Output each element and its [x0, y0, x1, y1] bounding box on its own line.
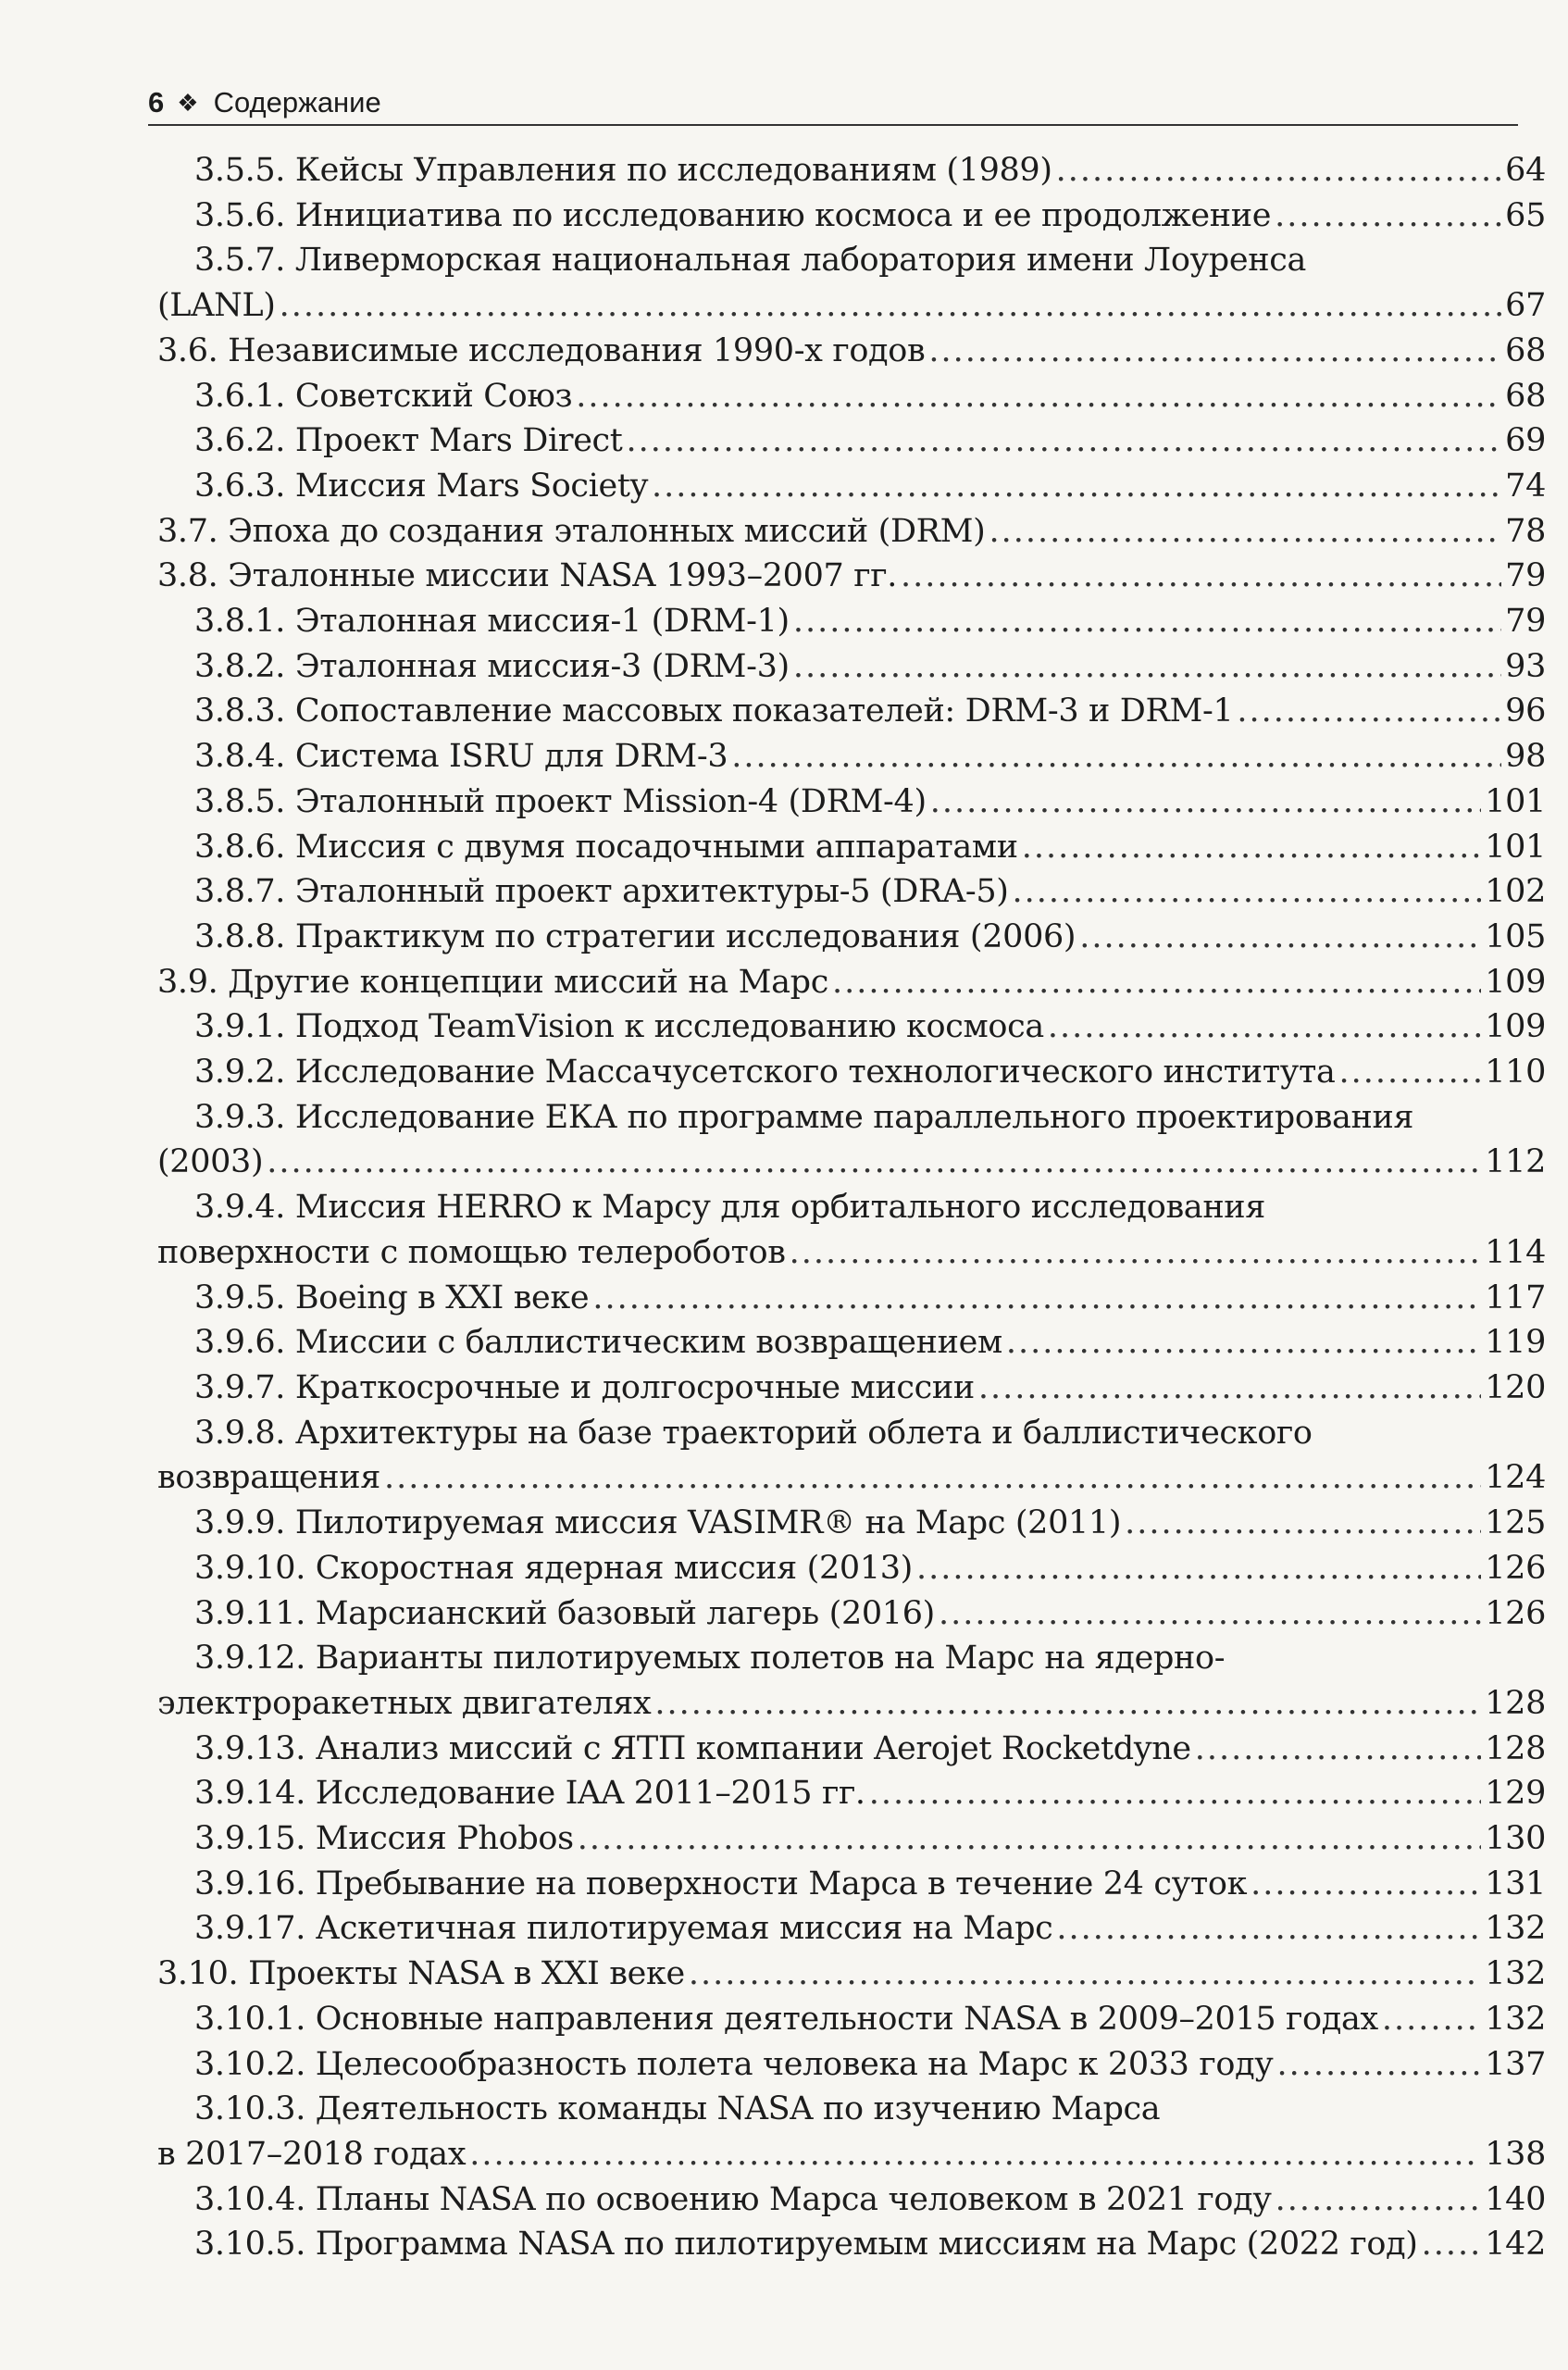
toc-entry-title: 3.10.3. Деятельность команды NASA по изучению Марса	[194, 2090, 1161, 2128]
toc-entry	[148, 238, 1546, 328]
toc-entry-page: 79	[1505, 603, 1546, 641]
toc-entry-page: 114	[1485, 1233, 1546, 1271]
toc-entry-title: 3.9. Другие концепции миссий на Марс	[157, 963, 828, 1001]
dot-leader	[901, 554, 1501, 599]
dot-leader	[654, 1681, 1481, 1727]
dot-leader	[1056, 148, 1502, 193]
toc-entry	[148, 1862, 1546, 1907]
toc-entry	[148, 1095, 1546, 1185]
toc-entry-page: 68	[1505, 331, 1546, 369]
toc-entry-page: 109	[1485, 1008, 1546, 1046]
dot-leader	[731, 734, 1501, 780]
dot-leader	[1125, 1501, 1481, 1546]
toc-entry-page: 132	[1485, 1955, 1546, 1993]
toc-entry	[148, 1636, 1546, 1726]
toc-entry-page: 101	[1485, 828, 1546, 866]
toc-entry-continuation: (2003)	[157, 1143, 264, 1181]
dot-leader	[652, 464, 1501, 509]
toc-entry	[148, 1997, 1546, 2042]
toc-entry	[148, 193, 1546, 239]
toc-entry-title: 3.10.4. Планы NASA по освоению Марса человеком в 2021 году	[194, 2180, 1272, 2218]
toc-entry-title: 3.8.8. Практикум по стратегии исследования (2006)	[194, 917, 1076, 955]
toc-entry-title: 3.8.4. Система ISRU для DRM-3	[194, 738, 728, 776]
toc-entry	[148, 1185, 1546, 1275]
toc-entry	[148, 915, 1546, 960]
toc-entry-title: 3.9.5. Boeing в XXI веке	[194, 1279, 590, 1316]
toc-entry-title: 3.7. Эпоха до создания эталонных миссий (DRM)	[157, 512, 986, 550]
dot-leader	[384, 1455, 1481, 1501]
toc-entry-page: 102	[1485, 873, 1546, 911]
toc-entry-page: 124	[1485, 1459, 1546, 1497]
toc-entry-title: 3.9.16. Пребывание на поверхности Марса в течение 24 суток	[194, 1865, 1248, 1902]
toc-entry-title: 3.5.6. Инициатива по исследованию космоса и ее продолжение	[194, 196, 1272, 234]
toc-entry-title: 3.9.10. Скоростная ядерная миссия (2013)	[194, 1549, 913, 1587]
toc-entry	[148, 1320, 1546, 1366]
toc-entry-title: 3.9.4. Миссия HERRO к Марсу для орбитального исследования	[194, 1189, 1266, 1227]
page-header	[148, 81, 1518, 126]
page-number: 6	[148, 86, 165, 118]
toc-entry-page: 128	[1485, 1729, 1546, 1767]
toc-entry-page: 126	[1485, 1549, 1546, 1587]
dot-leader	[1237, 689, 1501, 734]
toc-entry	[148, 780, 1546, 825]
toc-entry-title: 3.8. Эталонные миссии NASA 1993–2007 гг.	[157, 557, 897, 595]
toc-entry-title: 3.6.3. Миссия Mars Society	[194, 467, 649, 505]
toc-entry-page: 131	[1485, 1865, 1546, 1902]
toc-entry-title: 3.9.1. Подход TeamVision к исследованию космоса	[194, 1008, 1044, 1046]
toc-entry-page: 140	[1485, 2180, 1546, 2218]
toc-entry	[148, 329, 1546, 374]
toc-entry	[148, 2087, 1546, 2177]
dot-leader	[592, 1276, 1481, 1321]
dot-leader	[627, 418, 1502, 464]
toc-entry-title: 3.8.1. Эталонная миссия-1 (DRM-1)	[194, 603, 790, 641]
toc-entry-title: 3.10.5. Программа NASA по пилотируемым миссиям на Марс (2022 год)	[194, 2226, 1418, 2264]
dot-leader	[989, 509, 1501, 555]
dot-leader	[1276, 2177, 1482, 2223]
toc-entry	[148, 1366, 1546, 1411]
toc-entry-page: 68	[1505, 377, 1546, 415]
toc-entry-page: 98	[1505, 738, 1546, 776]
dot-leader	[1277, 2042, 1482, 2088]
toc-entry	[148, 1546, 1546, 1591]
dot-leader	[793, 599, 1501, 644]
dot-leader	[576, 374, 1501, 419]
toc-entry-page: 67	[1505, 287, 1546, 325]
toc-entry-continuation: электроракетных двигателях	[157, 1684, 652, 1722]
toc-entry	[148, 734, 1546, 780]
toc-entry-page: 64	[1505, 152, 1546, 189]
toc-entry	[148, 554, 1546, 599]
toc-entry-title: 3.6.2. Проект Mars Direct	[194, 422, 623, 460]
dot-leader	[267, 1140, 1481, 1185]
toc-entry	[148, 689, 1546, 734]
dot-leader	[930, 780, 1481, 825]
dot-leader	[280, 283, 1502, 329]
dot-leader	[1006, 1320, 1481, 1366]
dot-leader	[469, 2132, 1481, 2177]
toc-entry-page: 112	[1485, 1143, 1546, 1181]
dot-leader	[832, 960, 1481, 1005]
toc-entry	[148, 418, 1546, 464]
toc-entry-page: 128	[1485, 1684, 1546, 1722]
toc-entry-title: 3.8.3. Сопоставление массовых показателей: DRM-3 и DRM-1	[194, 692, 1234, 730]
toc-entry-title: 3.10.2. Целесообразность полета человека на Марс к 2033 году	[194, 2045, 1274, 2083]
toc-entry-page: 96	[1505, 692, 1546, 730]
toc-entry-page: 142	[1485, 2226, 1546, 2264]
toc-entry-page: 130	[1485, 1820, 1546, 1858]
dot-leader	[1013, 869, 1482, 915]
toc-entry-continuation: (LANL)	[157, 287, 276, 325]
dot-leader	[1048, 1004, 1481, 1050]
toc-entry-page: 132	[1485, 1910, 1546, 1948]
dot-leader	[1056, 1906, 1481, 1952]
toc-entry-title: 3.8.5. Эталонный проект Mission-4 (DRM-4)	[194, 782, 927, 820]
toc-entry-title: 3.5.7. Ливерморская национальная лаборатория имени Лоуренса	[194, 242, 1306, 280]
toc-entry	[148, 1906, 1546, 1952]
dot-leader	[1275, 193, 1501, 239]
toc-entry	[148, 1952, 1546, 1997]
toc-entry	[148, 2042, 1546, 2088]
toc-entry-title: 3.6. Независимые исследования 1990-х годов	[157, 331, 926, 369]
toc-entry-page: 137	[1485, 2045, 1546, 2083]
separator-icon: ❖	[177, 88, 199, 117]
toc-entry-page: 110	[1485, 1054, 1546, 1091]
dot-leader	[1382, 1997, 1481, 2042]
toc-entry-title: 3.6.1. Советский Союз	[194, 377, 573, 415]
toc-entry	[148, 464, 1546, 509]
toc-entry-page: 120	[1485, 1368, 1546, 1406]
toc-entry-page: 74	[1505, 467, 1546, 505]
toc-entry	[148, 1501, 1546, 1546]
toc-entry-title: 3.8.7. Эталонный проект архитектуры-5 (DRA-5)	[194, 873, 1009, 911]
toc-entry	[148, 644, 1546, 690]
toc-entry-page: 69	[1505, 422, 1546, 460]
dot-leader	[939, 1591, 1481, 1637]
toc-entry	[148, 1276, 1546, 1321]
toc-entry-page: 126	[1485, 1594, 1546, 1632]
dot-leader	[916, 1546, 1481, 1591]
toc-entry-title: 3.8.6. Миссия с двумя посадочными аппаратами	[194, 828, 1018, 866]
running-title: Содержание	[213, 86, 381, 118]
toc-entry-title: 3.9.9. Пилотируемая миссия VASIMR® на Марс (2011)	[194, 1504, 1122, 1542]
toc-entry-page: 129	[1485, 1775, 1546, 1813]
dot-leader	[869, 1771, 1482, 1816]
toc-entry	[148, 2222, 1546, 2267]
toc-entry	[148, 869, 1546, 915]
toc-entry-title: 3.9.6. Миссии с баллистическим возвращением	[194, 1324, 1002, 1362]
toc-entry-title: 3.8.2. Эталонная миссия-3 (DRM-3)	[194, 647, 790, 685]
toc-entry-page: 117	[1485, 1279, 1546, 1316]
toc-entry	[148, 148, 1546, 193]
toc-entry-continuation: возвращения	[157, 1459, 380, 1497]
dot-leader	[689, 1952, 1481, 1997]
toc-entry-title: 3.10. Проекты NASA в XXI веке	[157, 1955, 685, 1993]
toc-entry-title: 3.9.7. Краткосрочные и долгосрочные миссии	[194, 1368, 975, 1406]
toc-entry-page: 138	[1485, 2135, 1546, 2173]
toc-entry	[148, 1816, 1546, 1862]
toc-entry-page: 132	[1485, 2000, 1546, 2038]
toc-entry-title: 3.9.17. Аскетичная пилотируемая миссия на Марс	[194, 1910, 1053, 1948]
toc-entry-title: 3.10.1. Основные направления деятельности NASA в 2009–2015 годах	[194, 2000, 1378, 2038]
toc-entry	[148, 1727, 1546, 1772]
toc-entry	[148, 599, 1546, 644]
toc-entry	[148, 960, 1546, 1005]
toc-entry-page: 65	[1505, 196, 1546, 234]
toc-entry-page: 105	[1485, 917, 1546, 955]
toc-entry-title: 3.9.13. Анализ миссий с ЯТП компании Aerojet Rocketdyne	[194, 1729, 1191, 1767]
toc-entry-continuation: в 2017–2018 годах	[157, 2135, 467, 2173]
toc-entry-title: 3.9.14. Исследование IAA 2011–2015 гг.	[194, 1775, 865, 1813]
dot-leader	[1339, 1050, 1482, 1095]
dot-leader	[928, 329, 1501, 374]
dot-leader	[1079, 915, 1481, 960]
toc-entry-title: 3.5.5. Кейсы Управления по исследованиям (1989)	[194, 152, 1052, 189]
dot-leader	[790, 1230, 1482, 1276]
toc-entry	[148, 1004, 1546, 1050]
toc-entry-title: 3.9.12. Варианты пилотируемых полетов на Марс на ядерно-	[194, 1640, 1226, 1678]
toc-entry-continuation: поверхности с помощью телероботов	[157, 1233, 786, 1271]
toc-entry-title: 3.9.11. Марсианский базовый лагерь (2016)	[194, 1594, 935, 1632]
dot-leader	[1251, 1862, 1481, 1907]
toc-entry-page: 109	[1485, 963, 1546, 1001]
toc-entry-title: 3.9.8. Архитектуры на базе траекторий облета и баллистического	[194, 1414, 1313, 1452]
toc-entry	[148, 2177, 1546, 2223]
toc-entry	[148, 1591, 1546, 1637]
toc-entry-title: 3.9.15. Миссия Phobos	[194, 1820, 574, 1858]
toc-entry	[148, 1771, 1546, 1816]
table-of-contents	[148, 148, 1546, 2267]
toc-entry	[148, 509, 1546, 555]
toc-entry	[148, 1050, 1546, 1095]
toc-entry-page: 79	[1505, 557, 1546, 595]
dot-leader	[793, 644, 1501, 690]
dot-leader	[978, 1366, 1481, 1411]
toc-entry-page: 119	[1485, 1324, 1546, 1362]
dot-leader	[1195, 1727, 1481, 1772]
toc-entry	[148, 374, 1546, 419]
toc-entry	[148, 825, 1546, 870]
toc-entry-page: 78	[1505, 512, 1546, 550]
toc-entry-page: 101	[1485, 782, 1546, 820]
dot-leader	[1422, 2222, 1482, 2267]
dot-leader	[578, 1816, 1482, 1862]
toc-entry-page: 93	[1505, 647, 1546, 685]
toc-entry-title: 3.9.3. Исследование ЕКА по программе параллельного проектирования	[194, 1098, 1414, 1136]
dot-leader	[1022, 825, 1481, 870]
toc-entry	[148, 1411, 1546, 1501]
toc-entry-page: 125	[1485, 1504, 1546, 1542]
toc-entry-title: 3.9.2. Исследование Массачусетского технологического института	[194, 1054, 1336, 1091]
